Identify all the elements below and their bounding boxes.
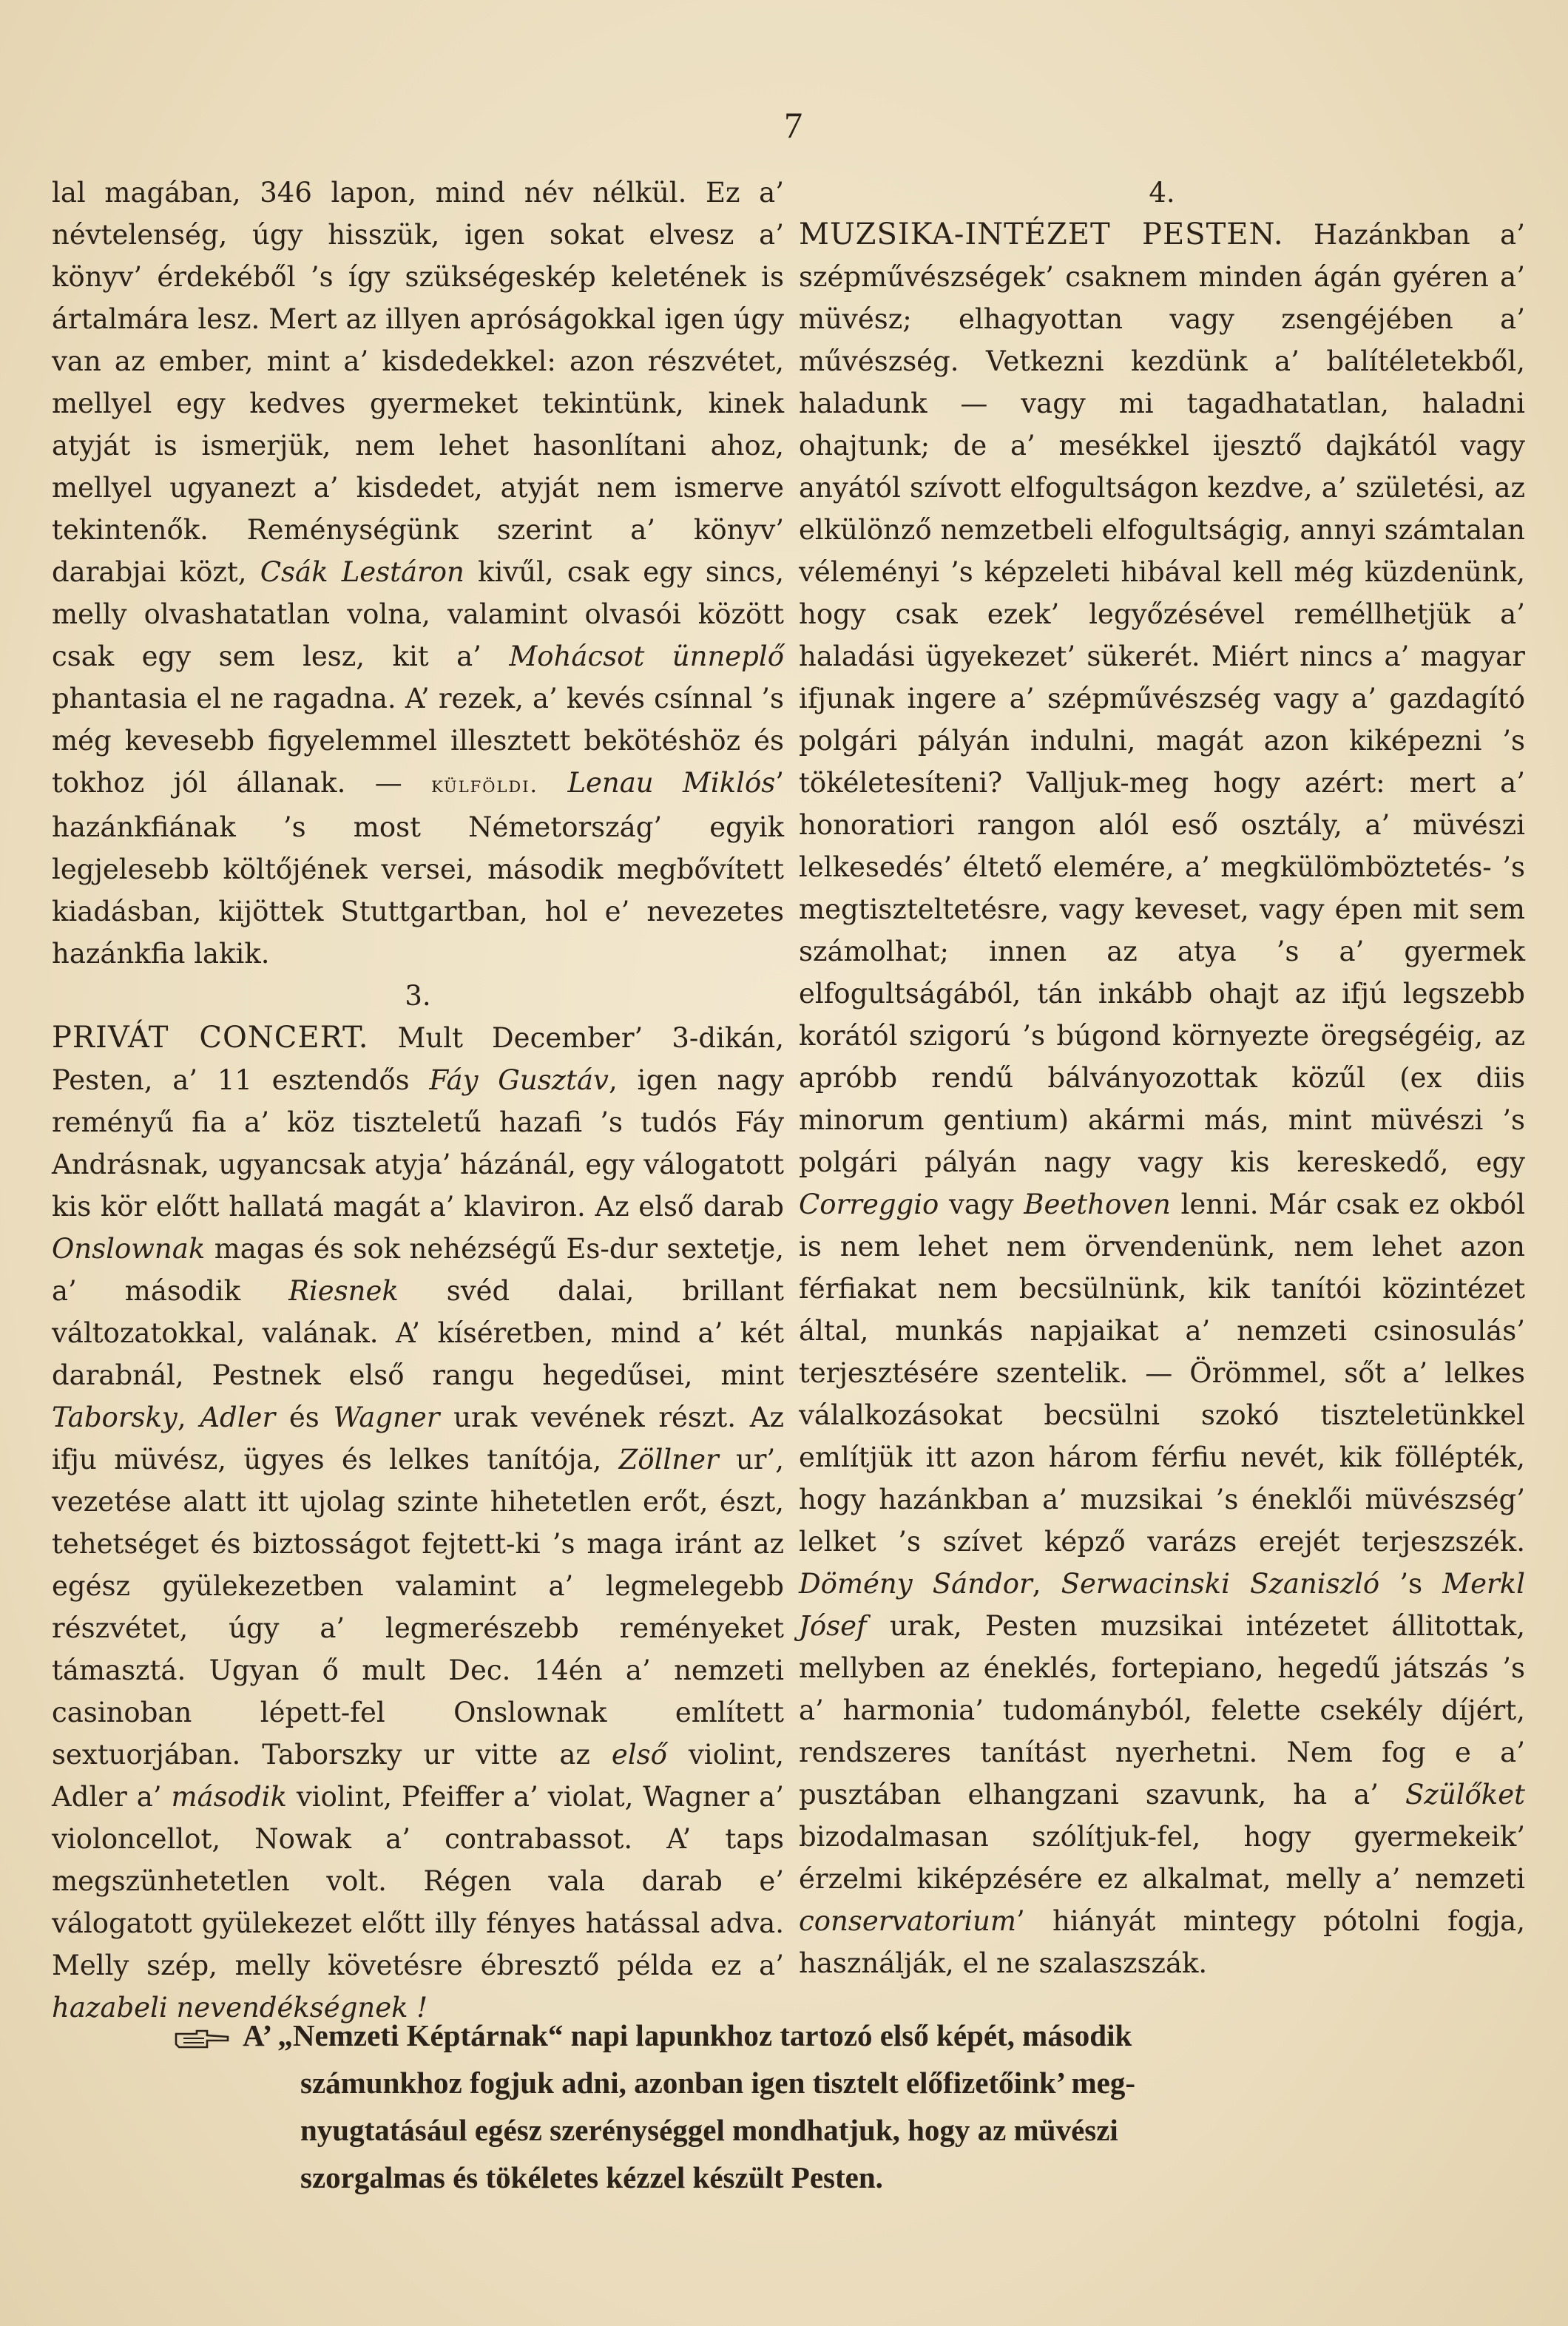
pointing-hand-icon [175,2028,229,2050]
text-run: violint, Pfeiffer a’ violat, Wagner a’ violoncellot, Nowak a’ contrabassot. A’ taps megszünhetetlen volt. Régen vala darab e’ válogatott gyülekezet előtt illy fényes hatással adva. Melly szép, melly követésre ébresztő példa ez a’ [52,1781,784,1981]
text-run: svéd dalai, brillant változatokkal, valának. A’ kíséretben, mind a’ két darabnál, Pestnek első rangu hegedűsei, mint [52,1275,784,1391]
notice-line: nyugtatásául egész szerénységgel mondhatjuk, hogy az müvészi [300,2113,1118,2147]
text-run: kivűl, csak egy sincs, melly olvashatatlan volna, valamint olvasói között csak egy sem lesz, kit a’ [52,556,784,672]
page-number: 7 [784,104,802,146]
text-run: , [1032,1568,1061,1600]
text-run: lenni. Már csak ez okból is nem lehet nem örvendenünk, nem lehet azon férfiakat nem becsülnünk, kik tanítói közintézet által, munkás napjaikat a’ nemzeti csinosulás’ terjesztésére szentelik. — Örömmel, sőt a’ lelkes válalkozásokat becsülni szokó tiszteletünkkel említjük itt azon három férfiu nevét, kik föllépték, hogy hazánkban a’ muzsikai ’s éneklői müvészség’ lelket ’s szívet képző varázs erejét terjeszszék. [799,1189,1525,1558]
text-em: Adler [200,1402,276,1433]
text-run: phantasia el ne ragadna. A’ rezek, a’ kevés csínnal ’s még kevesebb figyelemmel illesztett bekötéshöz és tokhoz jól állanak. — [52,683,784,799]
text-run: bizodalmasan szólítjuk-fel, hogy gyermekeik’ érzelmi kiképzésére ez alkalmat, melly a’ nemzeti [799,1821,1525,1895]
text-run: ’ hazánkfiának ’s most Németország’ egyik legjelesebb költőjének versei, második megbővített kiadásban, kijöttek Stuttgartban, hol e’ nevezetes hazánkfia lakik. [52,767,784,970]
article-private-concert [52,1017,784,2029]
text-em: Fáy Gusztáv [429,1064,609,1096]
left-column [52,172,784,2029]
text-em: hazabeli nevendékségnek ! [52,1992,428,2024]
text-run: vagy [939,1189,1024,1220]
text-run: Mult December’ 3-dikán, Pesten, a’ 11 esztendős [52,1022,784,1096]
text-run: ’ hiányát mintegy pótolni fogja, használják, el ne szalaszszák. [799,1905,1525,1979]
text-run: urak, Pesten muzsikai intézetet állitottak, mellyben az éneklés, fortepiano, hegedű játszás ’s a’ harmonia’ tudományból, felette csekély díjért, rendszeres tanítást nyerhetni. Nem fog e a’ pusztában elhangzani szavunk, ha a’ [799,1610,1525,1811]
text-em: Onslownak [52,1233,206,1265]
text-em: Wagner [333,1402,440,1433]
notice [175,2012,1461,2201]
text-em: Beethoven [1024,1189,1171,1220]
article-paragraph [52,172,784,975]
text-em: Merkl Jósef [799,1568,1525,1642]
text-run: violint, Adler a’ [52,1739,784,1813]
text-em: Riesnek [288,1275,399,1307]
notice-line: számunkhoz fogjuk adni, azonban igen tisztelt előfizetőink’ meg- [300,2066,1136,2100]
section-number: 4. [1149,177,1175,209]
text-heading: PRIVÁT CONCERT. [52,1021,369,1055]
text-run: Hazánkban a’ szépművészségek’ csaknem minden ágán gyéren a’ müvész; elhagyottan vagy zsengéjében a’ művészség. Vetkezni kezdünk a’ balítéletekből, haladunk — vagy mi tagadhatatlan, haladni ohajtunk; de a’ mesékkel ijesztő dajkától vagy anyától szívott elfogultságon kezdve, a’ születési, az elkülönző nemzetbeli elfogultságig, annyi számtalan véleményi ’s képzeleti hibával kell még küzdenünk, hogy csak ezek’ legyőzésével reméllhetjük a’ haladási ügyekezet’ sükerét. Miért nincs a’ magyar ifjunak ingere a’ szépművészség vagy a’ gazdagító polgári pályán indulni, magát azon kiképezni ’s tökéletesíteni? Valljuk-meg hogy azért: mert a’ honoratiori rangon alól eső osztály, a’ müvészi lelkesedés’ éltető elemére, a’ megkülömböztetés- ’s megtiszteltetésre, vagy keveset, vagy épen mit sem számolhat; innen az atya ’s a’ gyermek elfogultságából, tán inkább ohajt az ifjú legszebb korától szigorú ’s búgond környezte öregségéig, az apróbb rendű bálványozottak közűl (ex diis minorum gentium) akármi más, mint müvészi ’s polgári pályán nagy vagy kis kereskedő, egy [799,219,1526,1178]
notice-line: A’ „Nemzeti Képtárnak“ napi lapunkhoz tartozó első képét, második [175,2012,1461,2059]
text-run: , igen nagy reményű fia a’ köz tiszteletű hazafi ’s tudós Fáy Andrásnak, ugyancsak atyja’ házánál, egy válogatott kis kör előtt hallatá magát a’ klaviron. Az első darab [52,1064,784,1223]
text-em: Szülőket [1405,1779,1525,1811]
text-em: Csák Lestáron [260,556,464,588]
text-em: Zöllner [618,1444,719,1475]
text-em: Serwacinski Szaniszló [1061,1568,1380,1600]
text-run [538,767,567,799]
text-run: urak vevének részt. Az ifju müvész, ügyes és lelkes tanítója, [52,1402,784,1475]
text-em: második [171,1781,287,1813]
text-run: , [177,1402,200,1433]
notice-line: szorgalmas és tökéletes kézzel készült Pesten. [300,2160,883,2194]
article-music-institute [799,214,1525,1984]
section-number: 3. [405,980,431,1012]
text-run: magas és sok nehézségű Es-dur sextetje, a’ második [52,1233,784,1307]
text-em: Correggio [799,1189,939,1220]
text-smallcaps: külföldi. [431,772,539,798]
text-run: ’s [1379,1568,1443,1600]
text-run: és [275,1402,334,1433]
text-em: Taborsky [52,1402,178,1433]
text-em: Mohácsot ünneplő [509,640,784,672]
text-em: Dömény Sándor [799,1568,1033,1600]
text-heading: MUZSIKA-INTÉZET PESTEN. [799,217,1284,251]
right-column [799,172,1525,1984]
text-em: Lenau Miklós [567,767,776,799]
text-em: első [611,1739,667,1771]
text-run: lal magában, 346 lapon, mind név nélkül. Ez a’ névtelenség, úgy hisszük, igen sokat elvesz a’ könyv’ érdekéből ’s így szükségeskép keletének is ártalmára lesz. Mert az illyen apróságokkal igen úgy van az ember, mint a’ kisdedekkel: azon részvétet, mellyel egy kedves gyermeket tekintünk, kinek atyját is ismerjük, nem lehet hasonlítani ahoz, mellyel ugyanezt a’ kisdedet, atyját nem ismerve tekintenők. Reménységünk szerint a’ könyv’ darabjai közt, [52,177,784,588]
text-run: ur’, vezetése alatt itt ujolag szinte hihetetlen erőt, észt, tehetséget és biztosságot fejtett-ki ’s maga iránt az egész gyülekezetben valamint a’ legmelegebb részvétet, úgy a’ legmerészebb reményeket támasztá. Ugyan ő mult Dec. 14én a’ nemzeti casinoban lépett-fel Onslownak említett sextuorjában. Taborszky ur vitte az [52,1444,784,1771]
text-em: conservatorium [799,1905,1016,1937]
